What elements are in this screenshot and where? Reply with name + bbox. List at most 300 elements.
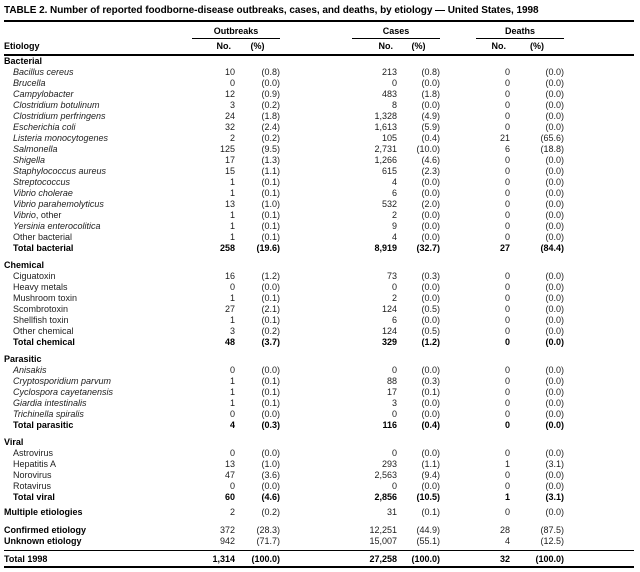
cases-pct-cell: (0.0) bbox=[421, 448, 440, 458]
outbreaks-pct-cell: (19.6) bbox=[256, 243, 280, 253]
deaths-no-cell: 4 bbox=[504, 536, 510, 546]
cases-pct-cell: (1.1) bbox=[421, 459, 440, 469]
deaths-pct-cell: (0.0) bbox=[545, 409, 564, 419]
deaths-no-cell: 0 bbox=[504, 67, 510, 77]
row-label: Escherichia coli bbox=[13, 122, 76, 132]
cases-no-cell: 2 bbox=[391, 293, 397, 303]
cases-no-cell: 88 bbox=[386, 376, 397, 386]
deaths-no-cell: 28 bbox=[499, 525, 510, 535]
deaths-no-cell: 0 bbox=[504, 293, 510, 303]
deaths-pct-cell: (65.6) bbox=[540, 133, 564, 143]
section-chemical bbox=[4, 260, 634, 348]
outbreaks-pct-cell: (0.1) bbox=[261, 221, 280, 231]
outbreaks-no-cell: 1 bbox=[229, 376, 235, 386]
cases-no-cell: 213 bbox=[381, 67, 397, 77]
cases-pct-cell: (44.9) bbox=[416, 525, 440, 535]
deaths-pct-cell: (100.0) bbox=[535, 554, 564, 564]
deaths-pct-cell: (0.0) bbox=[545, 387, 564, 397]
table-row-shellfish-toxin bbox=[4, 315, 634, 326]
outbreaks-pct-cell: (3.7) bbox=[261, 337, 280, 347]
table-row-mushroom-toxin bbox=[4, 293, 634, 304]
group-cases-label: Cases bbox=[352, 26, 440, 39]
table-row-yersinia-enterocolitica bbox=[4, 221, 634, 232]
cases-no-cell: 1,266 bbox=[374, 155, 397, 165]
cases-no-cell: 6 bbox=[391, 315, 397, 325]
cases-pct-cell: (2.3) bbox=[421, 166, 440, 176]
cases-no-cell: 2,563 bbox=[374, 470, 397, 480]
deaths-no-cell: 0 bbox=[504, 155, 510, 165]
outbreaks-no-cell: 0 bbox=[229, 481, 235, 491]
row-label: Listeria monocytogenes bbox=[13, 133, 109, 143]
cases-no-cell: 73 bbox=[386, 271, 397, 281]
cases-pct-cell: (2.0) bbox=[421, 199, 440, 209]
outbreaks-pct-cell: (0.0) bbox=[261, 78, 280, 88]
outbreaks-pct-cell: (0.0) bbox=[261, 282, 280, 292]
cases-pct-cell: (4.9) bbox=[421, 111, 440, 121]
outbreaks-pct-cell: (0.2) bbox=[261, 326, 280, 336]
deaths-no-cell: 0 bbox=[504, 326, 510, 336]
outbreaks-no-cell: 372 bbox=[219, 525, 235, 535]
deaths-no-cell: 0 bbox=[504, 398, 510, 408]
deaths-no-cell: 0 bbox=[504, 271, 510, 281]
section-heading-bacterial bbox=[4, 56, 634, 67]
outbreaks-no-cell: 24 bbox=[224, 111, 235, 121]
deaths-no-cell: 0 bbox=[504, 166, 510, 176]
cases-pct-cell: (5.9) bbox=[421, 122, 440, 132]
deaths-no-header: No. bbox=[491, 41, 506, 51]
table-row-total-chemical bbox=[4, 337, 634, 348]
cases-no-cell: 124 bbox=[381, 326, 397, 336]
cases-pct-cell: (32.7) bbox=[416, 243, 440, 253]
outbreaks-pct-cell: (0.2) bbox=[261, 133, 280, 143]
deaths-pct-cell: (0.0) bbox=[545, 470, 564, 480]
deaths-pct-cell: (0.0) bbox=[545, 337, 564, 347]
outbreaks-no-cell: 0 bbox=[229, 448, 235, 458]
cases-no-cell: 12,251 bbox=[369, 525, 397, 535]
row-label: Bacterial bbox=[4, 56, 43, 66]
row-label: Norovirus bbox=[13, 470, 52, 480]
outbreaks-no-cell: 27 bbox=[224, 304, 235, 314]
outbreaks-pct-cell: (0.1) bbox=[261, 188, 280, 198]
row-label: Hepatitis A bbox=[13, 459, 57, 469]
outbreaks-pct-cell: (9.5) bbox=[261, 144, 280, 154]
deaths-pct-cell: (0.0) bbox=[545, 448, 564, 458]
table-row-scombrotoxin bbox=[4, 304, 634, 315]
table-row-anisakis bbox=[4, 365, 634, 376]
table-row-trichinella-spiralis bbox=[4, 409, 634, 420]
deaths-pct-cell: (0.0) bbox=[545, 232, 564, 242]
outbreaks-no-cell: 942 bbox=[219, 536, 235, 546]
cases-no-cell: 31 bbox=[386, 507, 397, 517]
outbreaks-no-cell: 2 bbox=[229, 133, 235, 143]
outbreaks-pct-cell: (0.1) bbox=[261, 315, 280, 325]
deaths-pct-cell: (0.0) bbox=[545, 221, 564, 231]
row-label: Heavy metals bbox=[13, 282, 68, 292]
outbreaks-pct-cell: (0.1) bbox=[261, 293, 280, 303]
outbreaks-pct-cell: (0.2) bbox=[261, 507, 280, 517]
row-label: Parasitic bbox=[4, 354, 42, 364]
cases-no-cell: 2,856 bbox=[374, 492, 397, 502]
row-label: Mushroom toxin bbox=[13, 293, 78, 303]
outbreaks-pct-cell: (0.1) bbox=[261, 232, 280, 242]
outbreaks-pct-cell: (0.0) bbox=[261, 365, 280, 375]
deaths-no-cell: 0 bbox=[504, 409, 510, 419]
outbreaks-no-cell: 1 bbox=[229, 387, 235, 397]
deaths-pct-cell: (0.0) bbox=[545, 420, 564, 430]
outbreaks-pct-cell: (1.2) bbox=[261, 271, 280, 281]
row-label: Anisakis bbox=[13, 365, 47, 375]
cases-pct-cell: (0.0) bbox=[421, 365, 440, 375]
section-heading-chemical bbox=[4, 260, 634, 271]
outbreaks-pct-cell: (0.2) bbox=[261, 100, 280, 110]
deaths-no-cell: 6 bbox=[504, 144, 510, 154]
row-label: Brucella bbox=[13, 78, 46, 88]
deaths-pct-cell: (0.0) bbox=[545, 122, 564, 132]
table-row-total-bacterial bbox=[4, 243, 634, 254]
row-label: Salmonella bbox=[13, 144, 58, 154]
group-outbreaks-label: Outbreaks bbox=[192, 26, 280, 39]
outbreaks-no-cell: 60 bbox=[224, 492, 235, 502]
row-label: Trichinella spiralis bbox=[13, 409, 84, 419]
row-label: Other bacterial bbox=[13, 232, 73, 242]
cases-pct-cell: (0.0) bbox=[421, 481, 440, 491]
deaths-pct-cell: (0.0) bbox=[545, 376, 564, 386]
row-label: Clostridium perfringens bbox=[13, 111, 106, 121]
outbreaks-pct-cell: (0.0) bbox=[261, 448, 280, 458]
outbreaks-no-cell: 4 bbox=[229, 420, 235, 430]
summary-rows bbox=[4, 507, 634, 547]
outbreaks-pct-cell: (0.1) bbox=[261, 177, 280, 187]
table-row-multiple-etiologies bbox=[4, 507, 634, 518]
outbreaks-pct-cell: (0.0) bbox=[261, 481, 280, 491]
cases-pct-cell: (0.0) bbox=[421, 188, 440, 198]
outbreaks-no-cell: 3 bbox=[229, 326, 235, 336]
deaths-pct-cell: (3.1) bbox=[545, 459, 564, 469]
deaths-no-cell: 0 bbox=[504, 507, 510, 517]
outbreaks-pct-cell: (0.1) bbox=[261, 398, 280, 408]
deaths-no-cell: 0 bbox=[504, 221, 510, 231]
cases-no-cell: 293 bbox=[381, 459, 397, 469]
table-title: TABLE 2. Number of reported foodborne-disease outbreaks, cases, and deaths, by etiology — United States, 1998 bbox=[4, 5, 539, 16]
outbreaks-no-cell: 2 bbox=[229, 507, 235, 517]
row-label: Astrovirus bbox=[13, 448, 54, 458]
outbreaks-pct-cell: (0.8) bbox=[261, 67, 280, 77]
outbreaks-pct-cell: (0.9) bbox=[261, 89, 280, 99]
cases-pct-cell: (0.0) bbox=[421, 315, 440, 325]
cases-no-cell: 4 bbox=[391, 232, 397, 242]
cases-no-cell: 15,007 bbox=[369, 536, 397, 546]
row-label: Total chemical bbox=[13, 337, 75, 347]
table-row-norovirus bbox=[4, 470, 634, 481]
table-row-clostridium-perfringens bbox=[4, 111, 634, 122]
outbreaks-no-cell: 1 bbox=[229, 221, 235, 231]
table-row-vibrio-parahemolyticus bbox=[4, 199, 634, 210]
row-label: Cyclospora cayetanensis bbox=[13, 387, 114, 397]
table-row-total-1998 bbox=[4, 551, 634, 566]
table-row-streptococcus bbox=[4, 177, 634, 188]
cases-no-cell: 8,919 bbox=[374, 243, 397, 253]
outbreaks-pct-cell: (1.1) bbox=[261, 166, 280, 176]
outbreaks-pct-cell: (0.1) bbox=[261, 376, 280, 386]
cases-pct-cell: (0.5) bbox=[421, 304, 440, 314]
deaths-pct-cell: (0.0) bbox=[545, 199, 564, 209]
table-row-cyclospora-cayetanensis bbox=[4, 387, 634, 398]
deaths-no-cell: 0 bbox=[504, 199, 510, 209]
outbreaks-no-cell: 12 bbox=[224, 89, 235, 99]
deaths-pct-cell: (0.0) bbox=[545, 304, 564, 314]
deaths-pct-cell: (0.0) bbox=[545, 89, 564, 99]
cases-no-cell: 2,731 bbox=[374, 144, 397, 154]
outbreaks-pct-cell: (71.7) bbox=[256, 536, 280, 546]
outbreaks-pct-cell: (100.0) bbox=[251, 554, 280, 564]
deaths-no-cell: 0 bbox=[504, 177, 510, 187]
deaths-no-cell: 0 bbox=[504, 337, 510, 347]
table-row-listeria-monocytogenes bbox=[4, 133, 634, 144]
deaths-pct-cell: (84.4) bbox=[540, 243, 564, 253]
table-row-salmonella bbox=[4, 144, 634, 155]
cases-no-cell: 615 bbox=[381, 166, 397, 176]
outbreaks-no-cell: 1 bbox=[229, 177, 235, 187]
table-row-brucella bbox=[4, 78, 634, 89]
table-row-unknown-etiology bbox=[4, 536, 634, 547]
cases-no-cell: 124 bbox=[381, 304, 397, 314]
cases-no-cell: 3 bbox=[391, 398, 397, 408]
deaths-pct-cell: (12.5) bbox=[540, 536, 564, 546]
deaths-pct-cell: (0.0) bbox=[545, 271, 564, 281]
outbreaks-pct-cell: (1.0) bbox=[261, 199, 280, 209]
outbreaks-no-cell: 32 bbox=[224, 122, 235, 132]
deaths-no-cell: 0 bbox=[504, 470, 510, 480]
outbreaks-no-cell: 0 bbox=[229, 365, 235, 375]
row-label: Other chemical bbox=[13, 326, 74, 336]
deaths-no-cell: 0 bbox=[504, 315, 510, 325]
deaths-pct-header: (%) bbox=[530, 41, 544, 51]
deaths-no-cell: 0 bbox=[504, 232, 510, 242]
cases-pct-cell: (0.0) bbox=[421, 398, 440, 408]
deaths-no-cell: 0 bbox=[504, 111, 510, 121]
deaths-no-cell: 21 bbox=[499, 133, 510, 143]
cases-pct-cell: (0.0) bbox=[421, 293, 440, 303]
deaths-no-cell: 0 bbox=[504, 78, 510, 88]
cases-pct-cell: (0.0) bbox=[421, 409, 440, 419]
outbreaks-pct-cell: (0.1) bbox=[261, 210, 280, 220]
table-row-other-chemical bbox=[4, 326, 634, 337]
table-row-hepatitis-a bbox=[4, 459, 634, 470]
cases-no-cell: 0 bbox=[391, 409, 397, 419]
deaths-no-cell: 0 bbox=[504, 122, 510, 132]
outbreaks-no-cell: 258 bbox=[219, 243, 235, 253]
deaths-no-cell: 0 bbox=[504, 420, 510, 430]
cases-pct-cell: (0.8) bbox=[421, 67, 440, 77]
outbreaks-pct-cell: (0.3) bbox=[261, 420, 280, 430]
deaths-no-cell: 27 bbox=[499, 243, 510, 253]
row-label: Vibrio parahemolyticus bbox=[13, 199, 104, 209]
outbreaks-no-cell: 10 bbox=[224, 67, 235, 77]
group-deaths bbox=[440, 26, 564, 39]
cases-pct-cell: (0.0) bbox=[421, 282, 440, 292]
outbreaks-no-cell: 1 bbox=[229, 315, 235, 325]
cases-no-cell: 1,613 bbox=[374, 122, 397, 132]
table-row-confirmed-etiology bbox=[4, 525, 634, 536]
cases-no-cell: 116 bbox=[382, 420, 397, 430]
row-label: Rotavirus bbox=[13, 481, 52, 491]
table-row-total-viral bbox=[4, 492, 634, 503]
deaths-no-cell: 0 bbox=[504, 448, 510, 458]
cases-pct-cell: (0.0) bbox=[421, 210, 440, 220]
cases-pct-cell: (0.0) bbox=[421, 177, 440, 187]
cases-pct-cell: (0.4) bbox=[421, 133, 440, 143]
cases-no-cell: 0 bbox=[391, 282, 397, 292]
table-row-campylobacter bbox=[4, 89, 634, 100]
cases-no-cell: 0 bbox=[391, 448, 397, 458]
outbreaks-pct-cell: (1.0) bbox=[261, 459, 280, 469]
row-label: Scombrotoxin bbox=[13, 304, 69, 314]
table-row-cryptosporidium-parvum bbox=[4, 376, 634, 387]
deaths-pct-cell: (0.0) bbox=[545, 507, 564, 517]
outbreaks-no-cell: 125 bbox=[219, 144, 235, 154]
outbreaks-no-cell: 1 bbox=[229, 210, 235, 220]
table-row-ciguatoxin bbox=[4, 271, 634, 282]
cases-pct-cell: (0.5) bbox=[421, 326, 440, 336]
table-row-other-bacterial bbox=[4, 232, 634, 243]
outbreaks-no-cell: 1 bbox=[229, 232, 235, 242]
outbreaks-no-cell: 15 bbox=[224, 166, 235, 176]
outbreaks-no-cell: 1 bbox=[229, 293, 235, 303]
outbreaks-pct-cell: (3.6) bbox=[261, 470, 280, 480]
deaths-pct-cell: (0.0) bbox=[545, 210, 564, 220]
outbreaks-no-cell: 0 bbox=[229, 409, 235, 419]
row-label: Yersinia enterocolitica bbox=[13, 221, 101, 231]
row-label: Clostridium botulinum bbox=[13, 100, 100, 110]
outbreaks-no-cell: 0 bbox=[229, 78, 235, 88]
outbreaks-pct-cell: (4.6) bbox=[261, 492, 280, 502]
outbreaks-pct-header: (%) bbox=[250, 41, 265, 51]
row-label: Total viral bbox=[13, 492, 55, 502]
row-label: Campylobacter bbox=[13, 89, 74, 99]
cases-pct-cell: (0.0) bbox=[421, 221, 440, 231]
group-deaths-label: Deaths bbox=[476, 26, 564, 39]
row-label: Multiple etiologies bbox=[4, 507, 83, 517]
row-label: Chemical bbox=[4, 260, 45, 270]
section-heading-viral bbox=[4, 437, 634, 448]
cases-pct-cell: (1.8) bbox=[421, 89, 440, 99]
cases-no-cell: 27,258 bbox=[369, 554, 397, 564]
outbreaks-pct-cell: (1.8) bbox=[261, 111, 280, 121]
column-sub-header bbox=[4, 39, 634, 54]
table-row-bacillus-cereus bbox=[4, 67, 634, 78]
outbreaks-no-cell: 1 bbox=[229, 398, 235, 408]
table-row-vibrio-other bbox=[4, 210, 634, 221]
deaths-no-cell: 0 bbox=[504, 100, 510, 110]
outbreaks-pct-cell: (0.0) bbox=[261, 409, 280, 419]
section-viral bbox=[4, 437, 634, 503]
etiology-column-header: Etiology bbox=[4, 41, 40, 51]
table-row-clostridium-botulinum bbox=[4, 100, 634, 111]
outbreaks-pct-cell: (0.1) bbox=[261, 387, 280, 397]
deaths-no-cell: 0 bbox=[504, 481, 510, 491]
section-bacterial bbox=[4, 56, 634, 254]
cases-pct-cell: (0.0) bbox=[421, 232, 440, 242]
deaths-pct-cell: (0.0) bbox=[545, 78, 564, 88]
cases-pct-cell: (55.1) bbox=[416, 536, 440, 546]
grand-total-container bbox=[4, 551, 634, 566]
cases-no-cell: 0 bbox=[391, 365, 397, 375]
outbreaks-pct-cell: (2.1) bbox=[261, 304, 280, 314]
row-label: Vibrio cholerae bbox=[13, 188, 73, 198]
table-row-shigella bbox=[4, 155, 634, 166]
cases-no-cell: 17 bbox=[386, 387, 397, 397]
deaths-pct-cell: (0.0) bbox=[545, 315, 564, 325]
group-cases bbox=[280, 26, 440, 39]
deaths-pct-cell: (87.5) bbox=[540, 525, 564, 535]
row-label: Viral bbox=[4, 437, 24, 447]
outbreaks-no-cell: 0 bbox=[229, 282, 235, 292]
table-row-heavy-metals bbox=[4, 282, 634, 293]
cases-no-cell: 532 bbox=[381, 199, 397, 209]
cases-pct-cell: (0.0) bbox=[421, 78, 440, 88]
deaths-no-cell: 0 bbox=[504, 282, 510, 292]
group-outbreaks bbox=[188, 26, 280, 39]
row-label: Unknown etiology bbox=[4, 536, 82, 546]
deaths-no-cell: 0 bbox=[504, 365, 510, 375]
cases-no-cell: 2 bbox=[391, 210, 397, 220]
outbreaks-no-cell: 13 bbox=[224, 459, 235, 469]
cases-pct-cell: (0.1) bbox=[421, 507, 440, 517]
cases-no-header: No. bbox=[378, 41, 393, 51]
cases-no-cell: 6 bbox=[391, 188, 397, 198]
deaths-pct-cell: (0.0) bbox=[545, 100, 564, 110]
outbreaks-pct-cell: (1.3) bbox=[261, 155, 280, 165]
deaths-pct-cell: (0.0) bbox=[545, 398, 564, 408]
cases-pct-cell: (10.0) bbox=[416, 144, 440, 154]
deaths-no-cell: 32 bbox=[499, 554, 510, 564]
row-label: Vibrio, other bbox=[13, 210, 62, 220]
cases-pct-cell: (1.2) bbox=[421, 337, 440, 347]
row-label: Total parasitic bbox=[13, 420, 74, 430]
row-label: Cryptosporidium parvum bbox=[13, 376, 112, 386]
outbreaks-no-cell: 47 bbox=[224, 470, 235, 480]
deaths-pct-cell: (18.8) bbox=[540, 144, 564, 154]
deaths-pct-cell: (0.0) bbox=[545, 155, 564, 165]
outbreaks-no-cell: 16 bbox=[224, 271, 235, 281]
row-label: Giardia intestinalis bbox=[13, 398, 87, 408]
cases-no-cell: 329 bbox=[381, 337, 397, 347]
row-label: Staphylococcus aureus bbox=[13, 166, 107, 176]
deaths-no-cell: 0 bbox=[504, 89, 510, 99]
deaths-pct-cell: (0.0) bbox=[545, 481, 564, 491]
outbreaks-no-cell: 1,314 bbox=[212, 554, 235, 564]
deaths-no-cell: 1 bbox=[504, 492, 510, 502]
outbreaks-pct-cell: (2.4) bbox=[261, 122, 280, 132]
deaths-pct-cell: (3.1) bbox=[545, 492, 564, 502]
table-row-giardia-intestinalis bbox=[4, 398, 634, 409]
row-label: Total bacterial bbox=[13, 243, 74, 253]
cases-pct-cell: (4.6) bbox=[421, 155, 440, 165]
deaths-no-cell: 0 bbox=[504, 387, 510, 397]
row-label: Bacillus cereus bbox=[13, 67, 74, 77]
cases-pct-cell: (0.3) bbox=[421, 376, 440, 386]
section-parasitic bbox=[4, 354, 634, 431]
cases-pct-cell: (100.0) bbox=[411, 554, 440, 564]
deaths-no-cell: 0 bbox=[504, 376, 510, 386]
outbreaks-no-cell: 1 bbox=[229, 188, 235, 198]
deaths-pct-cell: (0.0) bbox=[545, 177, 564, 187]
deaths-no-cell: 0 bbox=[504, 210, 510, 220]
outbreaks-no-cell: 3 bbox=[229, 100, 235, 110]
row-label: Confirmed etiology bbox=[4, 525, 87, 535]
deaths-pct-cell: (0.0) bbox=[545, 111, 564, 121]
cases-no-cell: 0 bbox=[391, 481, 397, 491]
